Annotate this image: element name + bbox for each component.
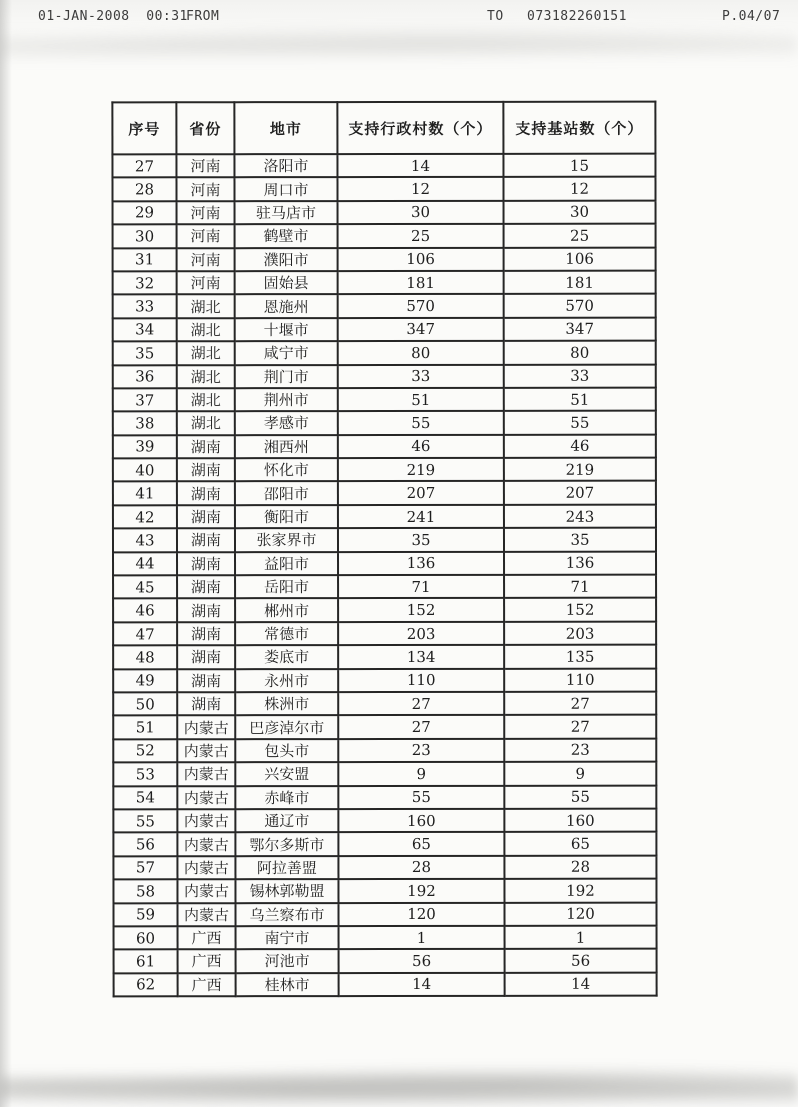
cell-basestations-count: 152 [504, 598, 656, 622]
cell-serial: 39 [113, 435, 177, 458]
table-row [113, 247, 656, 271]
cell-basestations-count: 25 [504, 224, 656, 248]
cell-province: 湖南 [177, 552, 235, 575]
cell-city: 南宁市 [236, 926, 339, 950]
cell-villages-count: 241 [338, 505, 504, 529]
cell-province: 内蒙古 [177, 809, 235, 832]
table-row [113, 434, 656, 458]
cell-serial: 44 [113, 552, 177, 575]
table-row [113, 738, 656, 762]
table-row [113, 715, 656, 739]
cell-city: 濮阳市 [235, 248, 338, 272]
cell-villages-count: 136 [338, 551, 504, 575]
cell-villages-count: 46 [338, 435, 504, 459]
cell-province: 湖南 [177, 599, 235, 622]
cell-province: 湖南 [177, 435, 235, 458]
cell-province: 内蒙古 [177, 786, 235, 809]
cell-serial: 46 [113, 599, 177, 622]
cell-basestations-count: 1 [505, 926, 657, 950]
table-row [113, 598, 656, 622]
table-row [113, 388, 656, 412]
cell-province: 河南 [177, 248, 235, 271]
table-row [113, 668, 656, 692]
cell-city: 锡林郭勒盟 [235, 879, 338, 903]
cell-province: 内蒙古 [177, 903, 235, 926]
table-row [113, 621, 656, 645]
cell-city: 咸宁市 [235, 341, 338, 365]
cell-city: 周口市 [234, 177, 337, 201]
table-row [113, 294, 656, 318]
cell-villages-count: 160 [338, 809, 504, 833]
cell-city: 巴彦淖尔市 [235, 715, 338, 739]
cell-serial: 42 [113, 505, 177, 528]
table-row [113, 879, 656, 903]
cell-province: 广西 [178, 926, 236, 949]
cell-province: 河南 [177, 201, 235, 224]
cell-city: 桂林市 [236, 973, 339, 997]
table-row [113, 504, 656, 528]
cell-villages-count: 181 [338, 271, 504, 295]
cell-province: 湖南 [177, 458, 235, 481]
table-row [114, 926, 657, 950]
cell-basestations-count: 192 [504, 879, 656, 903]
cell-basestations-count: 347 [504, 317, 656, 341]
cell-city: 固始县 [235, 271, 338, 295]
table-row [112, 154, 655, 178]
cell-serial: 57 [113, 856, 177, 879]
cell-basestations-count: 80 [504, 341, 656, 365]
cell-city: 常德市 [235, 622, 338, 646]
cell-serial: 47 [113, 622, 177, 645]
cell-serial: 50 [113, 692, 177, 715]
cell-villages-count: 219 [338, 458, 504, 482]
cell-serial: 30 [113, 224, 177, 247]
cell-villages-count: 71 [338, 575, 504, 599]
cell-basestations-count: 9 [504, 762, 656, 786]
cell-basestations-count: 219 [504, 458, 656, 482]
cell-basestations-count: 55 [504, 785, 656, 809]
cell-basestations-count: 23 [504, 738, 656, 762]
table-row [113, 271, 656, 295]
table-header-row [112, 102, 655, 155]
cell-city: 郴州市 [235, 598, 338, 622]
cell-province: 湖南 [177, 482, 235, 505]
cell-serial: 56 [113, 833, 177, 856]
cell-villages-count: 33 [338, 364, 504, 388]
cell-basestations-count: 46 [504, 434, 656, 458]
cell-province: 河南 [177, 224, 235, 247]
cell-province: 湖北 [177, 295, 235, 318]
table-row [113, 809, 656, 833]
cell-villages-count: 56 [339, 949, 505, 973]
cell-city: 兴安盟 [235, 762, 338, 786]
cell-villages-count: 23 [338, 739, 504, 763]
cell-basestations-count: 243 [504, 504, 656, 528]
table-row [113, 575, 656, 599]
scan-artifact-top-band [0, 26, 798, 60]
cell-province: 湖北 [177, 412, 235, 435]
cell-province: 河南 [176, 154, 234, 177]
table-row [114, 949, 657, 973]
village-basestation-support-table [111, 101, 657, 998]
cell-villages-count: 203 [338, 622, 504, 646]
fax-to-number: 073182260151 [527, 9, 627, 24]
cell-villages-count: 65 [338, 832, 504, 856]
cell-city: 乌兰察布市 [235, 903, 338, 927]
cell-serial: 29 [113, 201, 177, 224]
cell-villages-count: 55 [338, 411, 504, 435]
column-header-province: 省份 [176, 102, 234, 154]
cell-basestations-count: 65 [504, 832, 656, 856]
table-row [112, 177, 655, 201]
table-row [113, 317, 656, 341]
scan-artifact-left-edge [0, 0, 12, 1117]
cell-serial: 62 [114, 973, 178, 996]
cell-city: 阿拉善盟 [235, 856, 338, 880]
cell-province: 湖南 [177, 622, 235, 645]
cell-villages-count: 347 [338, 318, 504, 342]
table-row [113, 411, 656, 435]
scan-artifact-bottom-strip [0, 1107, 798, 1117]
cell-villages-count: 106 [338, 247, 504, 271]
cell-villages-count: 12 [337, 177, 503, 201]
cell-villages-count: 25 [338, 224, 504, 248]
cell-city: 通辽市 [235, 809, 338, 833]
cell-province: 湖南 [177, 528, 235, 551]
cell-province: 内蒙古 [177, 879, 235, 902]
table-row [113, 902, 656, 926]
cell-serial: 55 [113, 809, 177, 832]
cell-serial: 58 [113, 879, 177, 902]
fax-to-label: TO [487, 9, 504, 24]
cell-basestations-count: 181 [504, 271, 656, 295]
cell-province: 内蒙古 [177, 833, 235, 856]
cell-serial: 28 [112, 178, 176, 201]
cell-villages-count: 35 [338, 528, 504, 552]
cell-villages-count: 570 [338, 294, 504, 318]
cell-province: 湖南 [177, 645, 235, 668]
cell-city: 荆门市 [235, 365, 338, 389]
cell-basestations-count: 203 [504, 621, 656, 645]
table-row [113, 832, 656, 856]
cell-basestations-count: 106 [504, 247, 656, 271]
cell-basestations-count: 28 [504, 855, 656, 879]
cell-city: 株洲市 [235, 692, 338, 716]
cell-city: 怀化市 [235, 458, 338, 482]
cell-city: 邵阳市 [235, 482, 338, 506]
cell-basestations-count: 71 [504, 575, 656, 599]
cell-basestations-count: 120 [504, 902, 656, 926]
cell-province: 湖北 [177, 365, 235, 388]
cell-basestations-count: 55 [504, 411, 656, 435]
cell-serial: 33 [113, 295, 177, 318]
cell-city: 娄底市 [235, 645, 338, 669]
cell-province: 湖南 [177, 575, 235, 598]
cell-city: 赤峰市 [235, 786, 338, 810]
cell-basestations-count: 135 [504, 645, 656, 669]
cell-city: 衡阳市 [235, 505, 338, 529]
cell-basestations-count: 160 [504, 809, 656, 833]
cell-serial: 54 [113, 786, 177, 809]
cell-serial: 48 [113, 645, 177, 668]
cell-province: 湖北 [177, 318, 235, 341]
cell-basestations-count: 27 [504, 692, 656, 716]
cell-villages-count: 55 [338, 785, 504, 809]
cell-city: 十堰市 [235, 318, 338, 342]
cell-province: 湖南 [177, 669, 235, 692]
cell-basestations-count: 35 [504, 528, 656, 552]
cell-serial: 38 [113, 412, 177, 435]
scan-artifact-bottom-band [0, 1066, 798, 1108]
cell-city: 湘西州 [235, 435, 338, 459]
cell-basestations-count: 12 [503, 177, 655, 201]
cell-serial: 40 [113, 458, 177, 481]
cell-villages-count: 27 [338, 692, 504, 716]
cell-city: 孝感市 [235, 411, 338, 435]
cell-city: 恩施州 [235, 294, 338, 318]
cell-serial: 52 [113, 739, 177, 762]
cell-basestations-count: 33 [504, 364, 656, 388]
table-row [113, 762, 656, 786]
cell-basestations-count: 30 [504, 200, 656, 224]
cell-city: 张家界市 [235, 528, 338, 552]
cell-serial: 31 [113, 248, 177, 271]
cell-city: 驻马店市 [235, 201, 338, 225]
cell-serial: 41 [113, 482, 177, 505]
cell-villages-count: 152 [338, 598, 504, 622]
cell-province: 湖南 [177, 692, 235, 715]
cell-villages-count: 51 [338, 388, 504, 412]
cell-villages-count: 207 [338, 481, 504, 505]
cell-province: 内蒙古 [177, 739, 235, 762]
cell-city: 河池市 [236, 949, 339, 973]
table-row [113, 785, 656, 809]
cell-serial: 34 [113, 318, 177, 341]
cell-serial: 53 [113, 762, 177, 785]
cell-villages-count: 28 [338, 856, 504, 880]
cell-basestations-count: 110 [504, 668, 656, 692]
cell-city: 岳阳市 [235, 575, 338, 599]
cell-villages-count: 30 [338, 201, 504, 225]
cell-province: 内蒙古 [177, 856, 235, 879]
cell-serial: 36 [113, 365, 177, 388]
column-header-serial: 序号 [112, 102, 176, 154]
fax-page-indicator: P.04/07 [722, 9, 781, 24]
cell-villages-count: 192 [338, 879, 504, 903]
cell-serial: 49 [113, 669, 177, 692]
table-body [112, 154, 656, 997]
cell-province: 河南 [177, 271, 235, 294]
cell-basestations-count: 207 [504, 481, 656, 505]
cell-province: 内蒙古 [177, 762, 235, 785]
cell-province: 广西 [178, 949, 236, 972]
cell-province: 内蒙古 [177, 716, 235, 739]
cell-villages-count: 110 [338, 668, 504, 692]
column-header-villages: 支持行政村数（个） [337, 102, 503, 154]
cell-serial: 51 [113, 716, 177, 739]
cell-serial: 27 [112, 154, 176, 177]
table-row [113, 551, 656, 575]
cell-basestations-count: 27 [504, 715, 656, 739]
cell-villages-count: 1 [339, 926, 505, 950]
cell-serial: 59 [113, 903, 177, 926]
cell-province: 湖南 [177, 505, 235, 528]
cell-serial: 60 [114, 926, 178, 949]
table-row [113, 528, 656, 552]
cell-city: 鄂尔多斯市 [235, 832, 338, 856]
cell-villages-count: 27 [338, 715, 504, 739]
cell-serial: 35 [113, 341, 177, 364]
cell-serial: 45 [113, 575, 177, 598]
table-row [113, 458, 656, 482]
cell-villages-count: 9 [338, 762, 504, 786]
cell-basestations-count: 51 [504, 388, 656, 412]
cell-city: 洛阳市 [234, 154, 337, 178]
fax-datetime: 01-JAN-2008 00:31 [38, 9, 188, 24]
cell-serial: 37 [113, 388, 177, 411]
cell-basestations-count: 14 [505, 972, 657, 996]
cell-city: 永州市 [235, 669, 338, 693]
fax-transmission-header [0, 9, 798, 27]
table-row [113, 481, 656, 505]
table-row [113, 341, 656, 365]
fax-from-label: FROM [186, 9, 220, 24]
cell-city: 包头市 [235, 739, 338, 763]
cell-villages-count: 120 [338, 902, 504, 926]
cell-serial: 32 [113, 271, 177, 294]
column-header-basestations: 支持基站数（个） [503, 102, 655, 154]
cell-city: 鹤壁市 [235, 224, 338, 248]
cell-basestations-count: 136 [504, 551, 656, 575]
cell-basestations-count: 56 [505, 949, 657, 973]
column-header-city: 地市 [234, 102, 337, 154]
cell-villages-count: 14 [337, 154, 503, 178]
table-row [113, 855, 656, 879]
cell-city: 益阳市 [235, 552, 338, 576]
table-row [114, 972, 657, 996]
table-row [113, 364, 656, 388]
cell-serial: 61 [114, 950, 178, 973]
cell-basestations-count: 570 [504, 294, 656, 318]
table-row [113, 645, 656, 669]
cell-province: 湖北 [177, 388, 235, 411]
cell-city: 荆州市 [235, 388, 338, 412]
cell-province: 河南 [176, 178, 234, 201]
cell-villages-count: 80 [338, 341, 504, 365]
cell-basestations-count: 15 [503, 154, 655, 178]
cell-province: 广西 [178, 973, 236, 996]
cell-villages-count: 134 [338, 645, 504, 669]
cell-villages-count: 14 [339, 973, 505, 997]
cell-province: 湖北 [177, 341, 235, 364]
table-row [113, 200, 656, 224]
cell-serial: 43 [113, 529, 177, 552]
table-row [113, 224, 656, 248]
table-row [113, 692, 656, 716]
